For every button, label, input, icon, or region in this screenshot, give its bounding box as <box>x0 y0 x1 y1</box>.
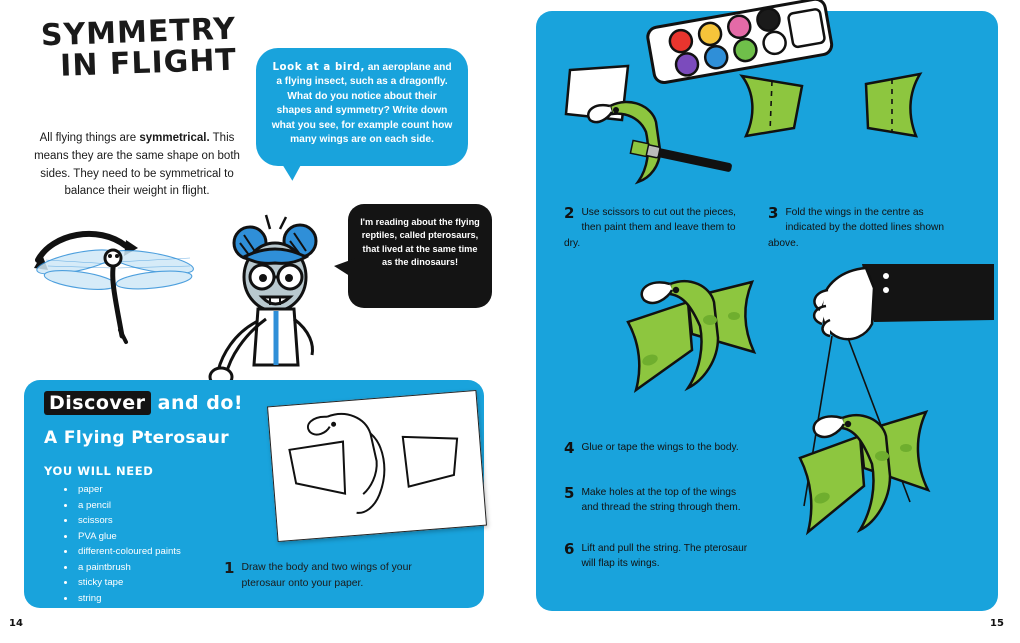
step-5-text: Make holes at the top of the wings and thread the string through them. <box>581 487 741 514</box>
page-number-left: 14 <box>9 618 23 629</box>
list-item: • string <box>76 591 181 607</box>
discover-heading <box>44 392 243 414</box>
step-3-number: 3 <box>768 204 779 222</box>
intro-paragraph: All flying things are symmetrical. This means they are the same shape on both sides. They need to be symmetrical to balance their weight in flight. <box>34 132 240 198</box>
discover-heading-highlight: Discover <box>44 391 151 415</box>
materials-list <box>58 482 181 606</box>
hand-pulling-string-illustration <box>770 256 1000 586</box>
pterosaur-sketch-photo <box>267 390 487 542</box>
page-number-right: 15 <box>990 618 1004 629</box>
discover-heading-rest: and do! <box>150 392 244 414</box>
materials-heading: YOU WILL NEED <box>44 464 154 478</box>
step-3 <box>768 205 954 251</box>
step-5 <box>564 485 748 516</box>
list-item: • different-coloured paints <box>76 544 181 560</box>
list-item: • sticky tape <box>76 575 181 591</box>
step-6 <box>564 541 754 572</box>
step-6-number: 6 <box>564 540 575 558</box>
list-item: • PVA glue <box>76 529 181 545</box>
step-2 <box>564 205 740 251</box>
step-6-text: Lift and pull the string. The pterosaur will flap its wings. <box>581 543 748 570</box>
step-2-text: Use scissors to cut out the pieces, then paint them and leave them to dry. <box>564 207 737 249</box>
list-item: • paper <box>76 482 181 498</box>
page-title-line1: SYMMETRY <box>40 11 237 54</box>
cut-paper-pieces-illustration <box>556 62 976 202</box>
project-title: A Flying Pterosaur <box>44 428 230 448</box>
page-title-line2: IN FLIGHT <box>59 42 238 84</box>
blue-speech-bubble <box>256 48 468 166</box>
black-speech-text: I'm reading about the flying reptiles, called pterosaurs, that lived at the same time as the dinosaurs! <box>360 217 480 268</box>
list-item: • a pencil <box>76 498 181 514</box>
step-5-number: 5 <box>564 484 575 502</box>
step-4-number: 4 <box>564 439 575 457</box>
dragonfly-illustration <box>30 218 230 348</box>
step-1-text: Draw the body and two wings of your pterosaur onto your paper. <box>241 562 412 589</box>
list-item: • a paintbrush <box>76 560 181 576</box>
page-title <box>33 11 245 84</box>
step-3-text: Fold the wings in the centre as indicated by the dotted lines shown above. <box>768 207 945 249</box>
step-1-number: 1 <box>224 559 235 577</box>
speech-bubble-lead: Look at a bird, <box>272 62 365 73</box>
step-4-text: Glue or tape the wings to the body. <box>581 442 739 453</box>
step-4 <box>564 440 744 460</box>
step-1 <box>224 560 438 591</box>
list-item: • scissors <box>76 513 181 529</box>
step-2-number: 2 <box>564 204 575 222</box>
speech-bubble-text: an aeroplane and a flying insect, such as a dragonfly. What do you notice about their shapes and symmetry? Write down what you see, for example count how many wings are on each side. <box>271 62 453 146</box>
